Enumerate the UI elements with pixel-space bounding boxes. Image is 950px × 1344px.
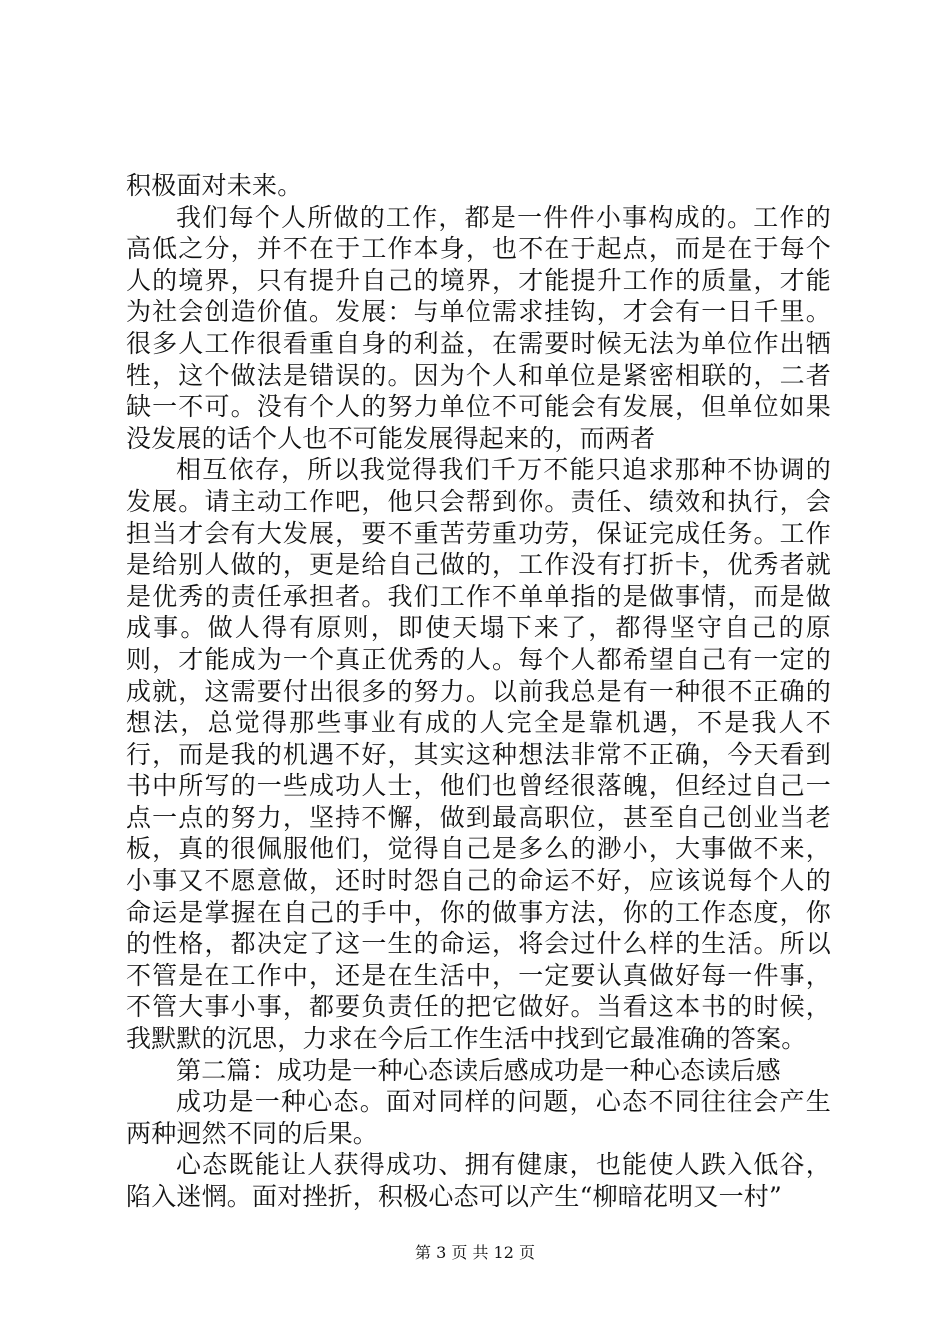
paragraph-2: 我们每个人所做的工作，都是一件件小事构成的。工作的高低之分，并不在于工作本身，也不在于起点，而是在于每个人的境界，只有提升自己的境界，才能提升工作的质量，才能为社会创造价值。发展：与单位需求挂钩，才会有一日千里。很多人工作很看重自身的利益，在需要时候无法为单位作出牺牲，这个做法是错误的。因为个人和单位是紧密相联的，二者缺一不可。没有个人的努力单位不可能会有发展，但单位如果没发展的话个人也不可能发展得起来的，而两者 <box>126 202 831 453</box>
paragraph-5: 心态既能让人获得成功、拥有健康，也能使人跌入低谷，陷入迷惘。面对挫折，积极心态可以产生“柳暗花明又一村” <box>126 1150 831 1211</box>
paragraph-3: 相互依存，所以我觉得我们千万不能只追求那种不协调的发展。请主动工作吧，他只会帮到你。责任、绩效和执行，会担当才会有大发展，要不重苦劳重功劳，保证完成任务。工作是给别人做的，更是给自己做的，工作没有打折卡，优秀者就是优秀的责任承担者。我们工作不单单指的是做事情，而是做成事。做人得有原则，即使天塌下来了，都得坚守自己的原则，才能成为一个真正优秀的人。每个人都希望自己有一定的成就，这需要付出很多的努力。以前我总是有一种很不正确的想法，总觉得那些事业有成的人完全是靠机遇，不是我人不行，而是我的机遇不好，其实这种想法非常不正确，今天看到书中所写的一些成功人士，他们也曾经很落魄，但经过自己一点一点的努力，坚持不懈，做到最高职位，甚至自己创业当老板，真的很佩服他们，觉得自己是多么的渺小，大事做不来，小事又不愿意做，还时时怨自己的命运不好，应该说每个人的命运是掌握在自己的手中，你的做事方法，你的工作态度，你的性格，都决定了这一生的命运，将会过什么样的生活。所以不管是在工作中，还是在生活中，一定要认真做好每一件事，不管大事小事，都要负责任的把它做好。当看这本书的时候，我默默的沉思，力求在今后工作生活中找到它最准确的答案。 <box>126 455 831 1054</box>
paragraph-1: 积极面对未来。 <box>126 171 303 200</box>
page-number-footer: 第 3 页 共 12 页 <box>415 1243 535 1262</box>
document-body <box>126 170 831 1213</box>
section-heading: 第二篇：成功是一种心态读后感成功是一种心态读后感 <box>176 1055 781 1085</box>
paragraph-4: 成功是一种心态。面对同样的问题，心态不同往往会产生两种迥然不同的后果。 <box>126 1087 831 1148</box>
